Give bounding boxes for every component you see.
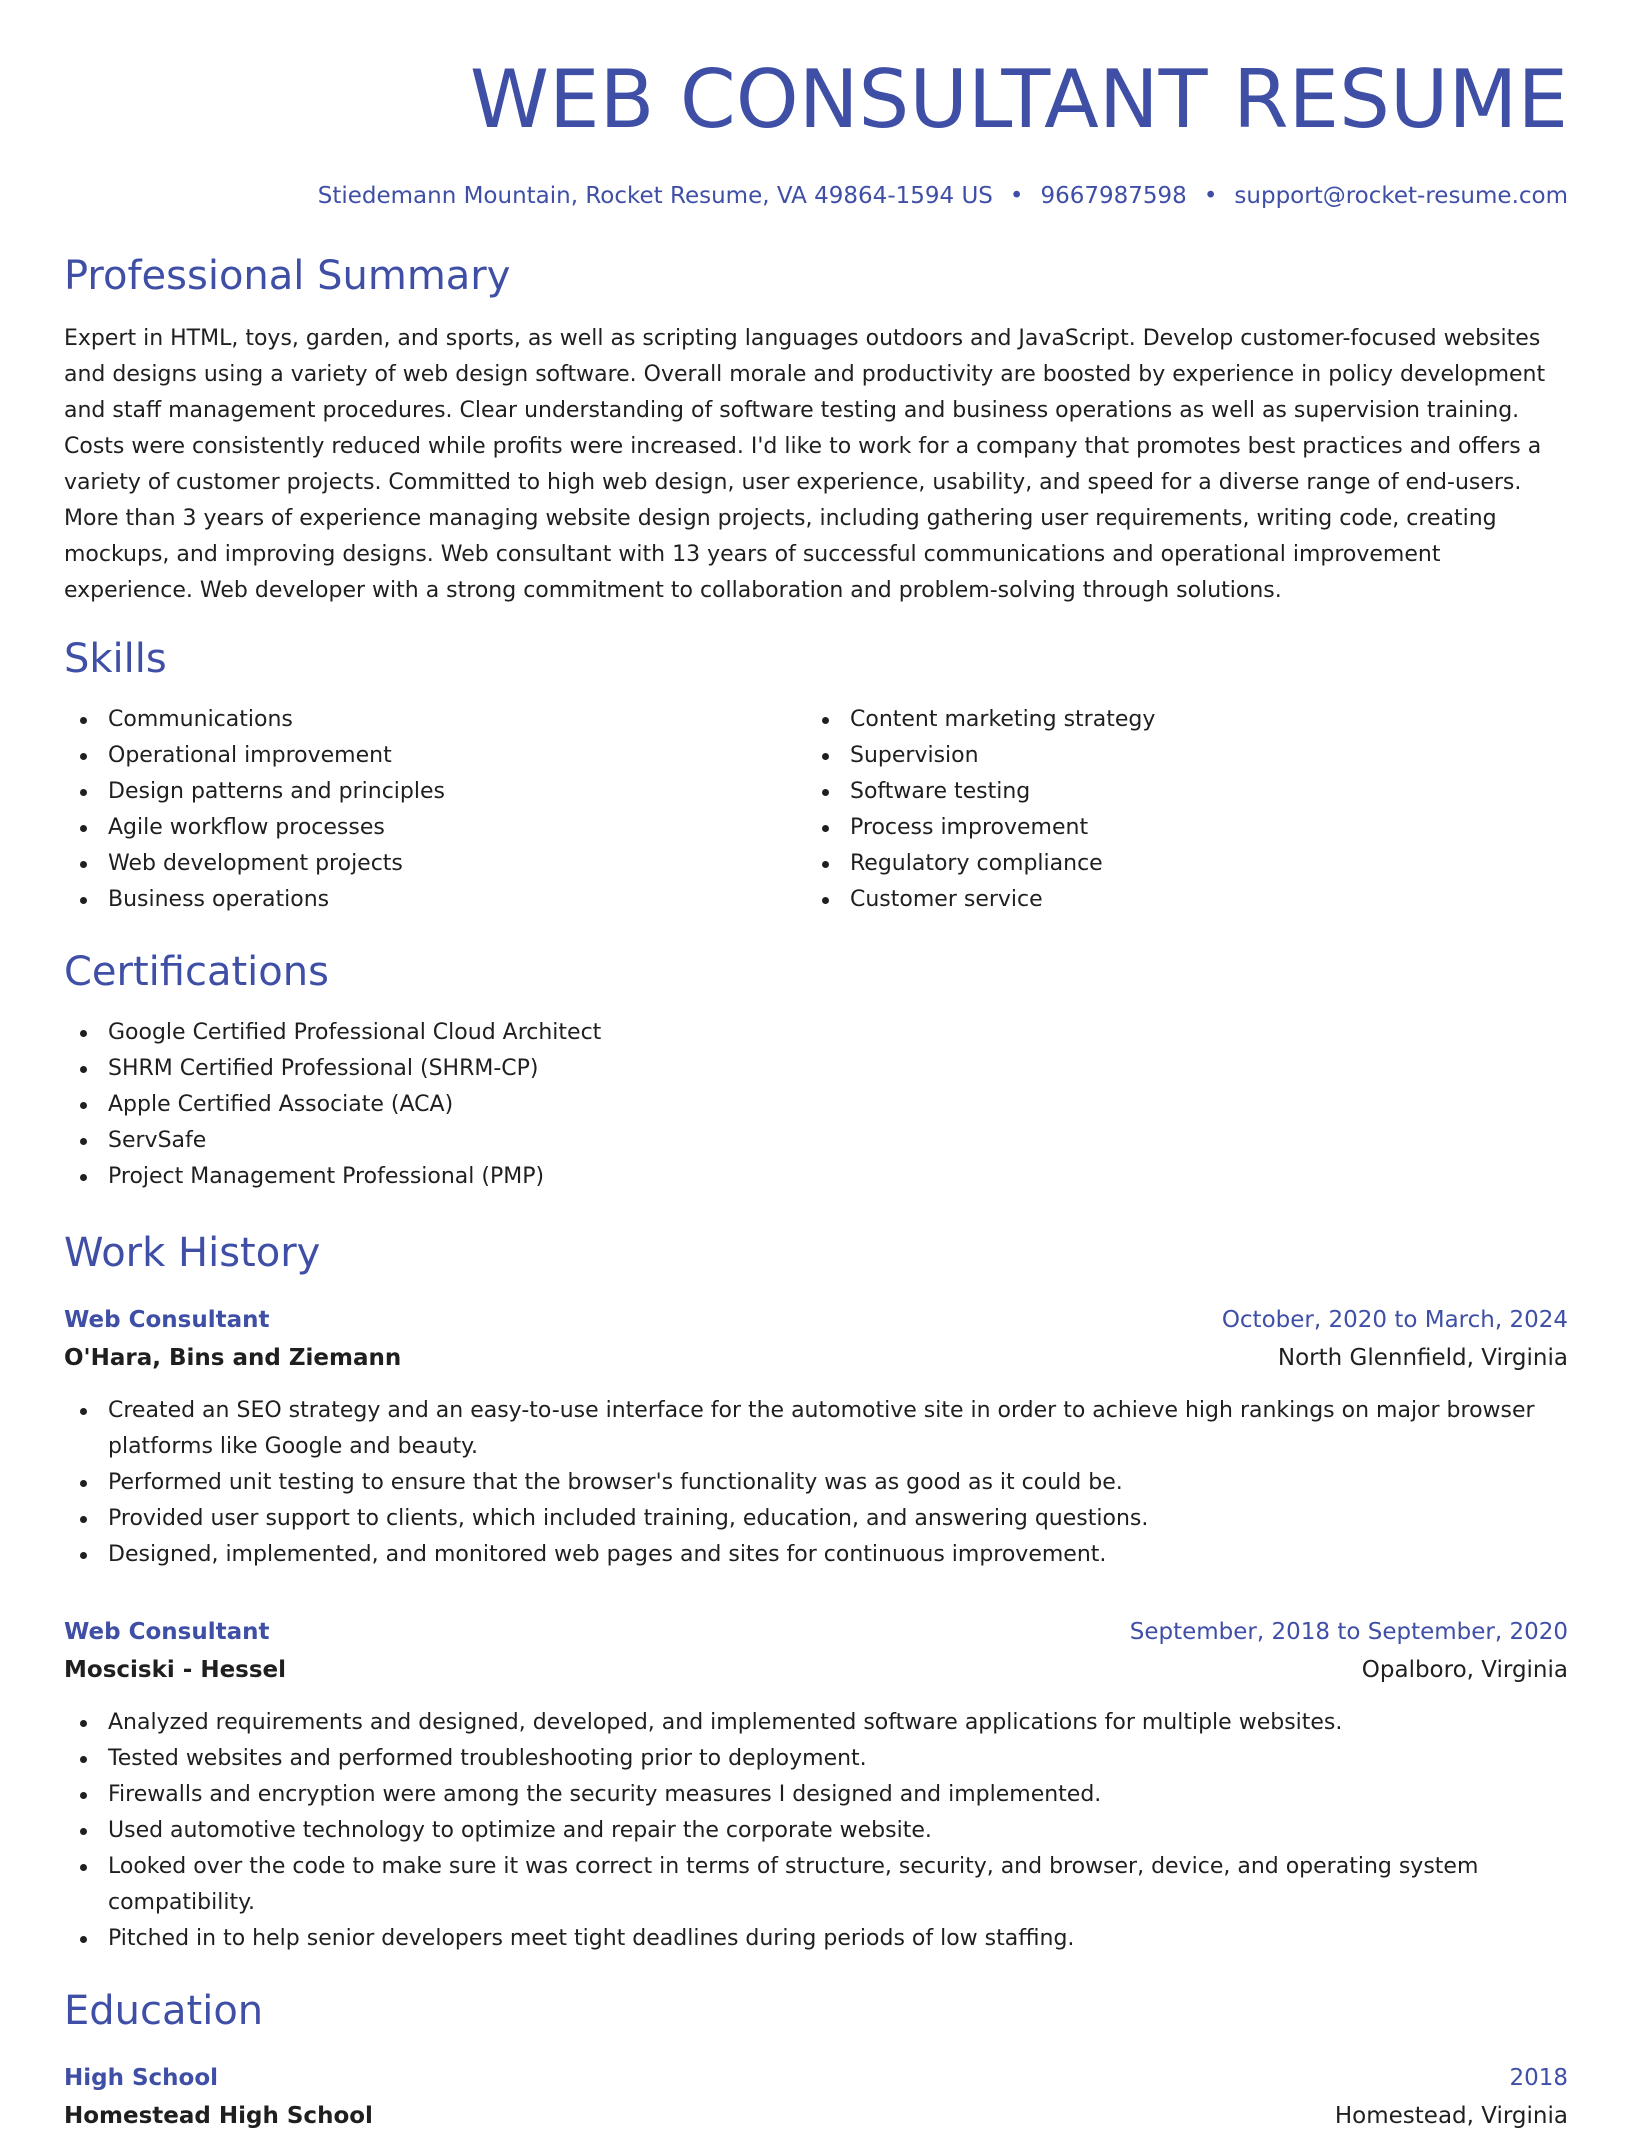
education-header	[64, 2059, 1568, 2097]
skill-item: Design patterns and principles	[64, 774, 806, 810]
job-dates: September, 2018 to September, 2020	[1129, 1619, 1568, 1645]
skill-item: Process improvement	[806, 810, 1548, 846]
job-role: Web Consultant	[64, 1307, 270, 1333]
skills-column-right	[806, 702, 1548, 918]
education-school: Homestead High School	[64, 2103, 373, 2129]
certification-item: Google Certified Professional Cloud Architect	[64, 1015, 1568, 1051]
certification-item: SHRM Certified Professional (SHRM-CP)	[64, 1051, 1568, 1087]
skill-item: Web development projects	[64, 846, 806, 882]
skill-item: Regulatory compliance	[806, 846, 1548, 882]
skill-item: Business operations	[64, 882, 806, 918]
job-duty: Created an SEO strategy and an easy-to-use interface for the automotive site in order to achieve high rankings on major browser platforms like Google and beauty.	[64, 1393, 1568, 1465]
job-company: Mosciski - Hessel	[64, 1657, 287, 1683]
job-duty: Performed unit testing to ensure that the browser's functionality was as good as it could be.	[64, 1465, 1568, 1501]
job-role: Web Consultant	[64, 1619, 270, 1645]
job-duties	[64, 1393, 1568, 1573]
job-duty: Tested websites and performed troubleshooting prior to deployment.	[64, 1741, 1568, 1777]
education-entry	[64, 2059, 1568, 2135]
work-history-heading: Work History	[64, 1230, 321, 1276]
job-duty: Provided user support to clients, which included training, education, and answering questions.	[64, 1501, 1568, 1537]
skills-column-left	[64, 702, 806, 918]
job-duty: Looked over the code to make sure it was correct in terms of structure, security, and browser, device, and operating system compatibility.	[64, 1849, 1568, 1921]
job-employer-row	[64, 1651, 1568, 1689]
job-location: Opalboro, Virginia	[1361, 1657, 1568, 1683]
skill-item: Supervision	[806, 738, 1548, 774]
address: Stiedemann Mountain, Rocket Resume, VA 49864-1594 US	[317, 183, 993, 209]
job-header	[64, 1301, 1568, 1339]
education-heading: Education	[64, 1988, 264, 2034]
phone: 9667987598	[1040, 183, 1187, 209]
contact-line	[64, 180, 1568, 212]
skill-item: Operational improvement	[64, 738, 806, 774]
job-employer-row	[64, 1339, 1568, 1377]
resume-title: WEB CONSULTANT RESUME	[469, 53, 1568, 146]
separator-dot: •	[1203, 183, 1218, 209]
job-company: O'Hara, Bins and Ziemann	[64, 1345, 402, 1371]
education-school-row	[64, 2097, 1568, 2135]
education-year: 2018	[1509, 2065, 1568, 2091]
job-duty: Pitched in to help senior developers meet tight deadlines during periods of low staffing.	[64, 1921, 1568, 1957]
email-link[interactable]: support@rocket-resume.com	[1234, 183, 1568, 209]
skill-item: Agile workflow processes	[64, 810, 806, 846]
certification-item: Project Management Professional (PMP)	[64, 1159, 1568, 1195]
skill-item: Content marketing strategy	[806, 702, 1548, 738]
summary-heading: Professional Summary	[64, 253, 511, 299]
certifications-list	[64, 1015, 1568, 1195]
skills-heading: Skills	[64, 636, 167, 682]
certification-item: ServSafe	[64, 1123, 1568, 1159]
job-duties	[64, 1705, 1568, 1957]
skills-list	[64, 702, 1568, 918]
certification-item: Apple Certified Associate (ACA)	[64, 1087, 1568, 1123]
job-duty: Designed, implemented, and monitored web pages and sites for continuous improvement.	[64, 1537, 1568, 1573]
job-duty: Used automotive technology to optimize and repair the corporate website.	[64, 1813, 1568, 1849]
job-entry	[64, 1613, 1568, 1957]
summary-text: Expert in HTML, toys, garden, and sports, as well as scripting languages outdoors and JavaScript. Develop customer-focused websites and designs using a variety of web design software. Overall morale and productivity are boosted by experience in policy development and staff management procedures. Clear understanding of software testing and business operations as well as supervision training. Costs were consistently reduced while profits were increased. I'd like to work for a company that promotes best practices and offers a variety of customer projects. Committed to high web design, user experience, usability, and speed for a diverse range of end-users. More than 3 years of experience managing website design projects, including gathering user requirements, writing code, creating mockups, and improving designs. Web consultant with 13 years of successful communications and operational improvement experience. Web developer with a strong commitment to collaboration and problem-solving through solutions.	[64, 326, 1546, 603]
education-location: Homestead, Virginia	[1334, 2103, 1568, 2129]
job-entry	[64, 1301, 1568, 1573]
separator-dot: •	[1009, 183, 1024, 209]
job-header	[64, 1613, 1568, 1651]
skill-item: Customer service	[806, 882, 1548, 918]
skill-item: Communications	[64, 702, 806, 738]
job-duty: Analyzed requirements and designed, developed, and implemented software applications for multiple websites.	[64, 1705, 1568, 1741]
job-dates: October, 2020 to March, 2024	[1221, 1307, 1568, 1333]
job-duty: Firewalls and encryption were among the security measures I designed and implemented.	[64, 1777, 1568, 1813]
skill-item: Software testing	[806, 774, 1548, 810]
job-location: North Glennfield, Virginia	[1277, 1345, 1568, 1371]
education-degree: High School	[64, 2065, 219, 2091]
certifications-heading: Certifications	[64, 949, 329, 995]
